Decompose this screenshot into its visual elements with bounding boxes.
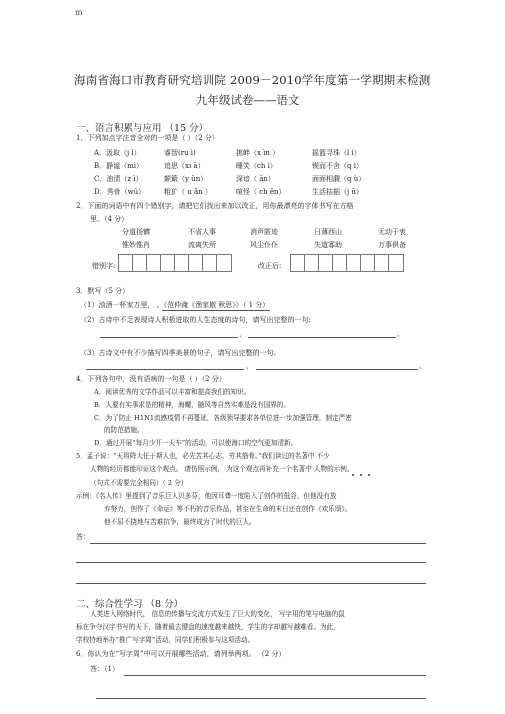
q5-stem-line-1: 5．孟子说：“天将降大任于斯人也，必先苦其心志，劳其筋骨。”我们读过的名著中 不少 bbox=[76, 452, 330, 460]
q5-answer-label: 答： bbox=[76, 533, 90, 541]
q1-c-2: 颠簸（y ǔn） bbox=[164, 175, 208, 183]
q3-item-2-period: 。 bbox=[397, 330, 404, 338]
q1-b-3: 睡笑（ch ì） bbox=[236, 162, 277, 170]
q2-word: 风尘仆仆 bbox=[250, 241, 278, 249]
q1-b-2: 追思（xi ā） bbox=[164, 162, 205, 170]
q4-option-b: B．人要有实事求是的精神，海螺，随风等自然实难是没有国界的。 bbox=[94, 401, 291, 409]
q3-item-1-answer-line[interactable] bbox=[162, 310, 270, 311]
q4-option-a: A．阅读优秀的文学作品可以丰富和提高我们的知识。 bbox=[94, 388, 251, 396]
corrected-char-grid[interactable] bbox=[290, 254, 404, 272]
exam-title: 海南省海口市教育研究培训院 2009－2010学年度第一学期期末检测 bbox=[74, 73, 431, 87]
q6-stem: 6．你认为在“写字周”中可以开展哪些活动，请列举两项。 （2 分） bbox=[76, 650, 286, 658]
q5-answer-line-1[interactable] bbox=[90, 543, 426, 544]
q2-word: 日薄西山 bbox=[314, 228, 342, 236]
q1-d-2: 粗犷（ u ǎn ） bbox=[164, 188, 212, 196]
q6-answer-line-1[interactable] bbox=[124, 675, 426, 676]
q5-example-line-2: 弃努力，创作了《命运》等不朽的音乐作品，甚至在生命的末日还在创作《欢乐颂》。 bbox=[104, 505, 352, 513]
section-1-heading: 一、语言积累与应用 （15 分） bbox=[76, 123, 209, 134]
corrected-char-label: 改正后: bbox=[258, 262, 282, 270]
passage-line-1: 人类进入网络时代， 信息的传播与交流方式发生了巨大的变化， 写字用的笔与电脑的鼠 bbox=[90, 610, 345, 618]
q3-item-2-comma: ， bbox=[239, 330, 246, 338]
emphasis-dot bbox=[360, 474, 362, 476]
q3-item-1: （1）浊酒一杯家万里， 。（范仲淹《渔家傲 秋思》）（ 1 分） bbox=[80, 301, 270, 309]
q5-answer-line-2[interactable] bbox=[76, 562, 426, 563]
q1-a-4: 摇篮寻珠（l ì） bbox=[312, 149, 361, 157]
q6-answer-line-2[interactable] bbox=[96, 698, 426, 699]
q3-item-2-answer-line-a[interactable] bbox=[100, 337, 238, 338]
exam-subtitle: 九年级试卷——语文 bbox=[196, 93, 300, 107]
q2-word: 失道寡助 bbox=[314, 241, 342, 249]
q3-item-3: （3）古诗文中有不少描写四季美景的句子，请写出完整的一句。 bbox=[80, 349, 281, 357]
q1-d-1: D．秀骨（wū） bbox=[94, 188, 146, 196]
q2-stem-cont: 里。（4 分） bbox=[90, 215, 129, 223]
q1-d-4: 生活拮据（j ū） bbox=[312, 188, 363, 196]
q5-example-line-3: 他不屈不挠地与苦难抗争，最终成为了时代的巨人。 bbox=[104, 518, 256, 526]
q4-option-c: C．为了防止 H1N1流感疫情不再蔓延，各级领导要求各单位进一步加强管理，制定严密 bbox=[94, 414, 352, 422]
q2-word: 惟妙惟肖 bbox=[122, 241, 150, 249]
q3-item-3-period: 。 bbox=[419, 362, 426, 370]
q5-answer-line-3[interactable] bbox=[76, 583, 426, 584]
wrong-char-label: 错别字: bbox=[92, 262, 116, 270]
q3-item-3-answer-line-b[interactable] bbox=[256, 369, 418, 370]
q2-word: 无动于衷 bbox=[378, 228, 406, 236]
q2-word: 流离失所 bbox=[188, 241, 216, 249]
q1-c-3: 深谙（ ān） bbox=[236, 175, 275, 183]
emphasis-dot bbox=[368, 474, 370, 476]
q1-a-3: 挑衅（x ìn ） bbox=[236, 149, 280, 157]
q5-example-line-1: 示例：《名人传》里提到了音乐巨人贝多芬，他因耳聋一度陷入了创作的低谷，但他没有放 bbox=[76, 492, 337, 500]
q1-b-4: 锲而不舍（q ì） bbox=[312, 162, 363, 170]
q1-b-1: B．静谧（mì） bbox=[94, 162, 144, 170]
page-header-mark: m bbox=[75, 8, 83, 17]
q4-option-c-cont: 的防范措施。 bbox=[104, 426, 144, 434]
q5-stem-line-3: （句式不需要完全相同）（ 2 分） bbox=[90, 479, 188, 487]
q4-stem: 4．下列各句中，没有语病的一句是（ ）（2 分） bbox=[76, 375, 226, 383]
q1-a-2: 睿智(ru ì) bbox=[164, 149, 196, 157]
q5-stem-line-2: 人物的经历都能印证这个观点。 请仿照示例， 为这个观点再补充一个名著中 人物的示例。 bbox=[90, 465, 354, 473]
q4-option-d: D．通过开展“每月少开一天车”的活动，可以使海口的空气更加清新。 bbox=[94, 439, 298, 447]
q6-answer-label: 答：（1） bbox=[90, 665, 119, 673]
wrong-char-grid[interactable] bbox=[118, 254, 232, 272]
q2-word: 消声匿迹 bbox=[250, 228, 278, 236]
q2-stem: 2．下面的词语中有四个错别字，请把它们找出来加以改正，用你最漂亮的字体书写在方格 bbox=[76, 202, 354, 210]
emphasis-dot bbox=[352, 474, 354, 476]
q3-item-2-answer-line-b[interactable] bbox=[248, 337, 396, 338]
q1-c-1: C．油渍（z ì） bbox=[94, 175, 143, 183]
q2-word: 分道扬镳 bbox=[122, 228, 150, 236]
passage-line-3: 学校特地举办“推广写字周”活动，同学们积极参与这项活动。 bbox=[76, 636, 255, 644]
q1-a-1: A．汲取（j ì） bbox=[94, 149, 141, 157]
q1-d-3: 喧怪（ ch ēn） bbox=[236, 188, 286, 196]
q2-word: 不省人事 bbox=[188, 228, 216, 236]
q2-word: 万事俱备 bbox=[378, 241, 406, 249]
passage-line-2: 标在争夺汉字书写的天下，随着最去键盘的速度越来越快，学生的字却越写越难看。为此， bbox=[76, 623, 340, 631]
q3-stem: 3．默写（5 分） bbox=[76, 287, 130, 295]
q3-item-2: （2）古诗中不乏表现诗人积极进取的人生态度的诗句，请写出完整的一句: bbox=[80, 316, 311, 324]
q1-c-4: 面面相觑（q ù） bbox=[312, 175, 366, 183]
q3-item-3-answer-line-a[interactable] bbox=[86, 369, 244, 370]
q1-stem: 1．下列加点字注音全对的一项是（ ）（2 分） bbox=[76, 134, 219, 142]
q3-item-3-comma: ， bbox=[246, 362, 253, 370]
section-2-heading: 二、综合性学习 （8 分） bbox=[76, 599, 184, 610]
